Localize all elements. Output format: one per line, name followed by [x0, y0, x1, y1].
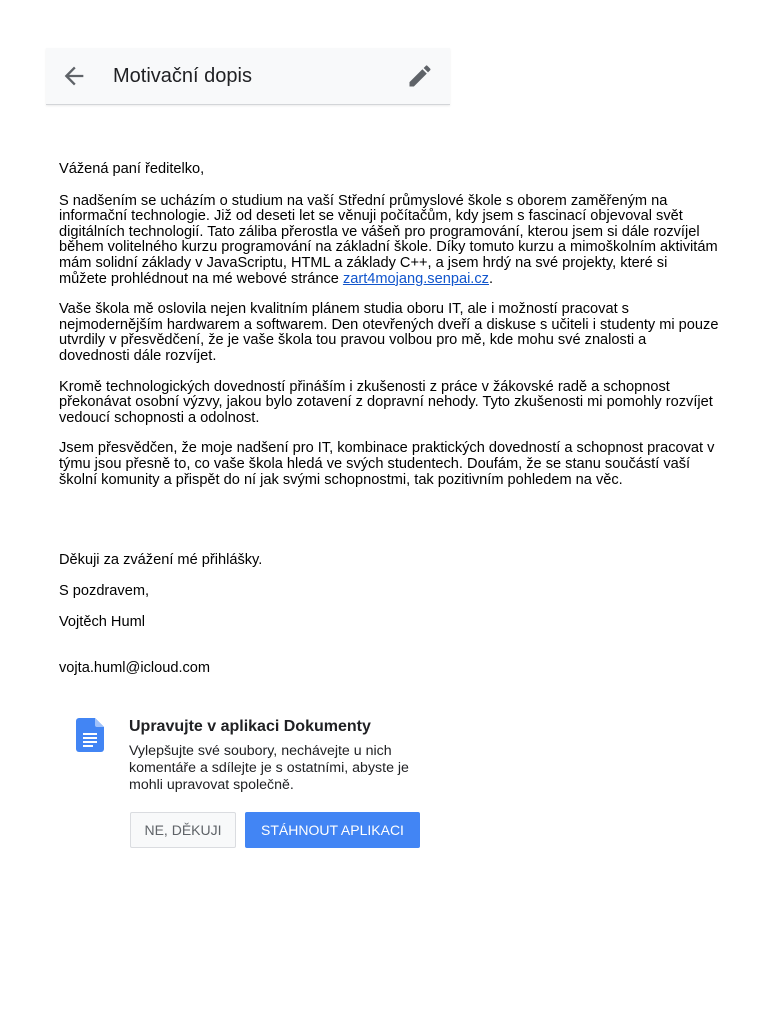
- app-toolbar: [46, 48, 450, 105]
- letter-salutation: Vážená paní ředitelko,: [59, 161, 205, 177]
- letter-regards: S pozdravem,: [59, 583, 150, 599]
- promo-description: Vylepšujte své soubory, nechávejte u nich komentáře a sdílejte je s ostatními, abyste je mohli upravovat společně.: [129, 743, 409, 793]
- letter-signature-name: Vojtěch Huml: [59, 614, 145, 630]
- letter-paragraph-1: [59, 194, 719, 288]
- letter-paragraph-4: Jsem přesvědčen, že moje nadšení pro IT, kombinace praktických dovedností a schopnost pracovat v týmu jsou přesně to, co vaše škola hledá ve svých studentech. Doufám, že se stanu součástí vaší školní komunity a přispět do ní jak svými schopnostmi, tak pozitivním pohledem na věc.: [59, 440, 715, 488]
- edit-button[interactable]: [406, 62, 434, 90]
- pencil-icon: [406, 62, 434, 90]
- document-title: Motivační dopis: [113, 65, 252, 87]
- letter-email: vojta.huml@icloud.com: [59, 660, 211, 676]
- letter-thanks: Děkuji za zvážení mé přihlášky.: [59, 552, 263, 568]
- paragraph-end: .: [488, 270, 494, 287]
- dismiss-button[interactable]: NE, DĚKUJI: [130, 812, 236, 848]
- install-app-button[interactable]: STÁHNOUT APLIKACI: [245, 812, 420, 848]
- paragraph-text: S nadšením se ucházím o studium na vaší Střední průmyslové škole s oborem zaměřeným na informační technologie. Již od deseti let se věnuji počítačům, kdy jsem s fascinací objevoval svět digitálních technologií. Tato záliba přerostla ve vášeň pro programování, kterou jsem si dále rozvíjel během volitelného kurzu programování na základní škole. Díky tomuto kurzu a mimoškolním aktivitám mám solidní základy v JavaScriptu, HTML a základy C++, a jsem hrdý na své projekty, které si můžete prohlédnout na mé webové stránce: [59, 192, 718, 287]
- letter-paragraph-3: Kromě technologických dovedností přináším i zkušenosti z práce v žákovské radě a schopnost překonávat osobní výzvy, jakou bylo zotavení z dopravní nehody. Tyto zkušenosti mi pomohly rozvíjet vedoucí schopnosti a odolnost.: [59, 378, 713, 426]
- back-button[interactable]: [60, 62, 88, 90]
- letter-paragraph-2: Vaše škola mě oslovila nejen kvalitním plánem studia oboru IT, ale i možností pracovat s nejmodernějším hardwarem a softwarem. Den otevřených dveří a diskuse s učiteli i studenty mi pouze utvrdily v přesvědčení, že je vaše škola tou pravou volbou pro mě, kde mohu své znalosti a dovednosti dále rozvíjet.: [59, 301, 719, 364]
- docs-app-promo: [74, 716, 434, 856]
- document-body: [59, 162, 719, 503]
- promo-title: Upravujte v aplikaci Dokumenty: [129, 718, 371, 735]
- website-link[interactable]: zart4mojang.senpai.cz: [342, 270, 489, 287]
- google-docs-icon: [76, 718, 104, 752]
- arrow-back-icon: [60, 62, 88, 90]
